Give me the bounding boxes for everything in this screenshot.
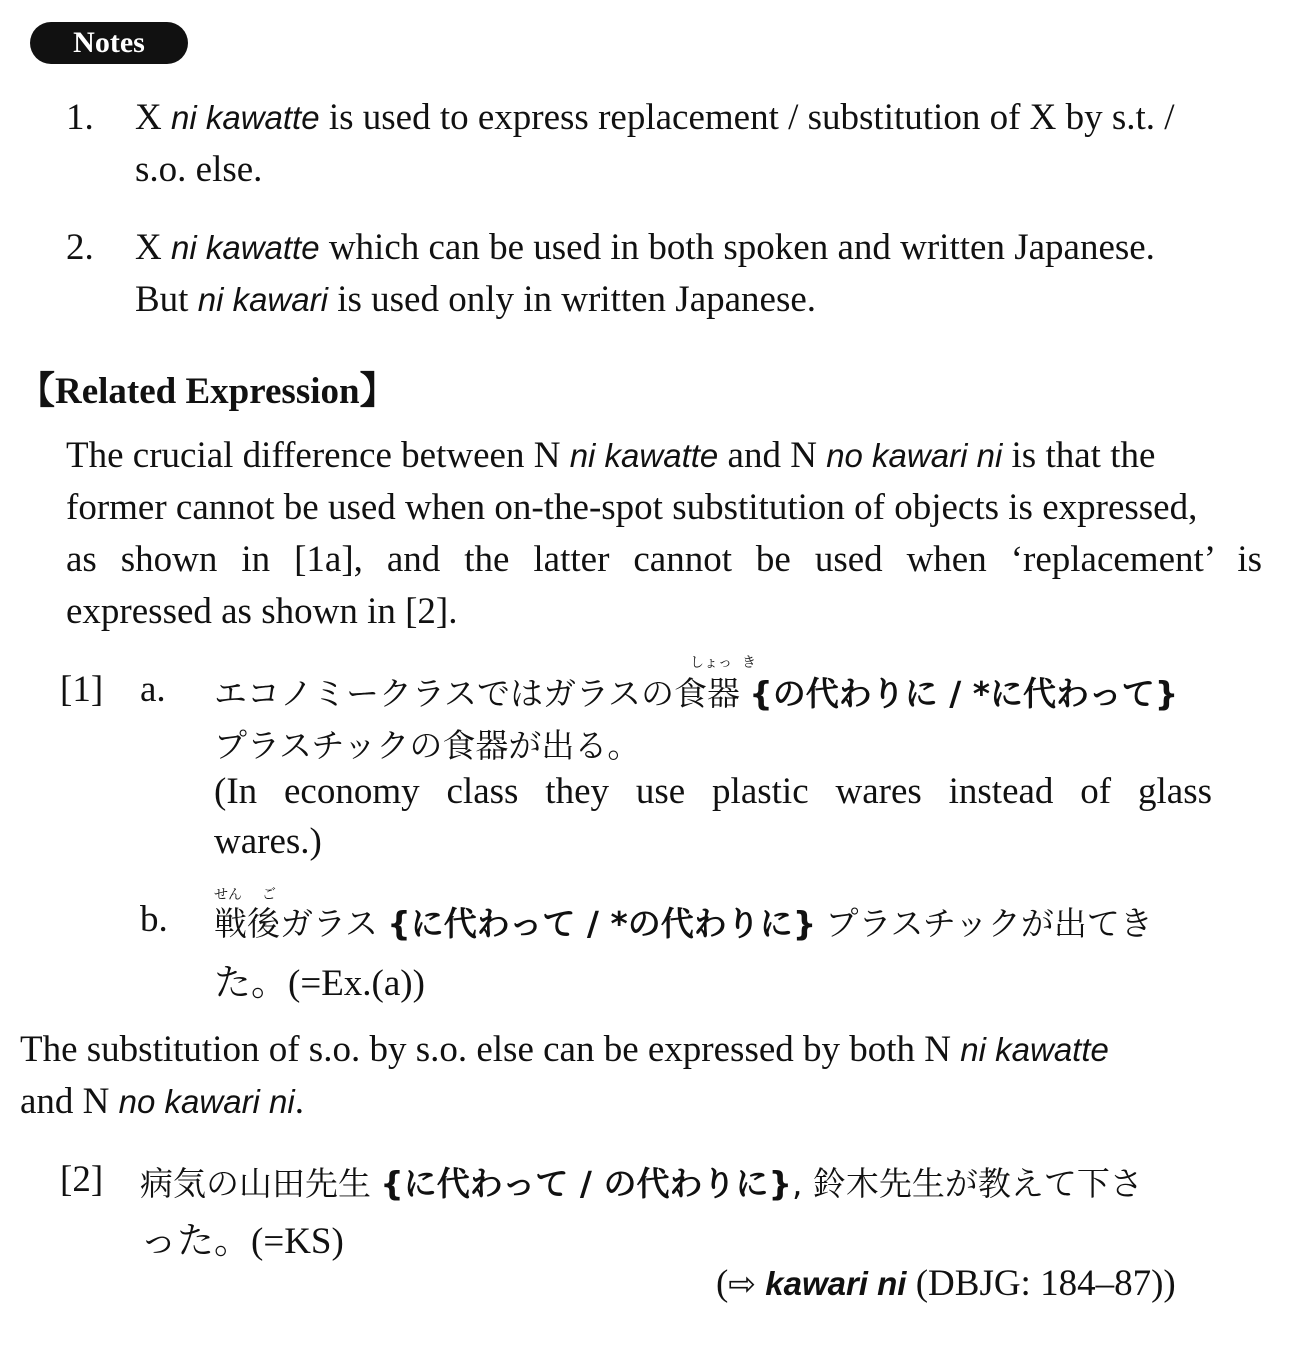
term-italic: no kawari ni: [826, 437, 1003, 474]
note-text: is used only in written Japanese.: [327, 279, 817, 320]
term-italic: ni kawari: [197, 281, 328, 318]
note-text: But: [135, 279, 198, 320]
related-para-line-4: expressed as shown in [2].: [66, 591, 458, 632]
para-text: is that the: [1002, 435, 1156, 476]
para2-line-2: [20, 1080, 304, 1123]
term-italic: ni kawatte: [170, 99, 320, 136]
right-arrow-icon: ⇨: [728, 1264, 756, 1303]
note-1-line-1: [135, 96, 1175, 139]
note-1-number: 1.: [66, 97, 94, 138]
para-text: and N: [718, 435, 827, 476]
related-para-line-3: as shown in [1a], and the latter cannot be used when ‘replacement’ is: [66, 539, 1262, 580]
japanese-text: プラスチックが出てき: [825, 904, 1153, 943]
note-2-line-1: [135, 226, 1155, 269]
furigana: しょっ: [690, 655, 732, 671]
related-para-line-2: former cannot be used when on-the-spot substitution of objects is expressed,: [66, 487, 1198, 528]
japanese-bold: {に代わって / の代わりに}: [380, 1164, 792, 1203]
note-2-line-2: [135, 278, 816, 321]
term-italic: ni kawatte: [170, 229, 320, 266]
cross-reference[interactable]: [716, 1262, 1176, 1305]
example-1b-line-1: [214, 898, 1153, 945]
japanese-text: ガラス: [280, 904, 379, 943]
related-para-line-1: [66, 434, 1155, 477]
section-heading: 【Related Expression】: [18, 371, 397, 412]
reference-source: (DBJG: 184–87)): [906, 1263, 1176, 1304]
para-text: and N: [20, 1081, 119, 1122]
japanese-text: , 鈴木先生が教えて下さ: [791, 1164, 1143, 1203]
note-text: X: [135, 227, 171, 268]
para-text: .: [294, 1081, 304, 1122]
reference-term: kawari ni: [765, 1265, 907, 1302]
notes-badge: Notes: [30, 22, 188, 64]
furigana: ご: [262, 887, 276, 903]
example-1b-label: b.: [140, 899, 168, 940]
furigana: せん: [214, 887, 242, 903]
example-2-line-1: [140, 1158, 1143, 1205]
note-text: is used to express replacement / substitution of X by s.t. /: [319, 97, 1175, 138]
example-1a-line-1: [214, 668, 1178, 715]
note-1-line-2: s.o. else.: [135, 149, 263, 190]
example-1a-label: a.: [140, 669, 166, 710]
japanese-bold: {に代わって / *の代わりに}: [387, 904, 817, 943]
term-italic: no kawari ni: [118, 1083, 295, 1120]
example-2-label: [2]: [60, 1159, 104, 1200]
note-text: which can be used in both spoken and written Japanese.: [319, 227, 1155, 268]
example-1a-translation-1: (In economy class they use plastic wares instead of glass: [214, 771, 1212, 812]
japanese-text: 食器: [674, 674, 741, 713]
example-1a-translation-2: wares.): [214, 821, 322, 862]
para2-line-1: [20, 1028, 1109, 1071]
example-1b-line-2: た。(=Ex.(a)): [214, 963, 425, 1004]
term-italic: ni kawatte: [960, 1031, 1109, 1068]
note-text: X: [135, 97, 171, 138]
japanese-text: エコノミークラスではガラスの: [214, 674, 675, 713]
japanese-text: 戦後: [214, 904, 280, 943]
example-1a-line-2: プラスチックの食器が出る。: [214, 726, 641, 765]
example-2-line-2: った。(=KS): [140, 1221, 344, 1262]
para-text: The substitution of s.o. by s.o. else can be expressed by both N: [20, 1029, 961, 1070]
para-text: The crucial difference between N: [66, 435, 570, 476]
note-2-number: 2.: [66, 227, 94, 268]
japanese-bold: {の代わりに / *に代わって}: [749, 674, 1179, 713]
furigana: き: [742, 655, 756, 671]
example-1-label: [1]: [60, 669, 104, 710]
term-italic: ni kawatte: [569, 437, 719, 474]
paren-open: (: [716, 1263, 729, 1304]
japanese-text: 病気の山田先生: [140, 1164, 371, 1203]
